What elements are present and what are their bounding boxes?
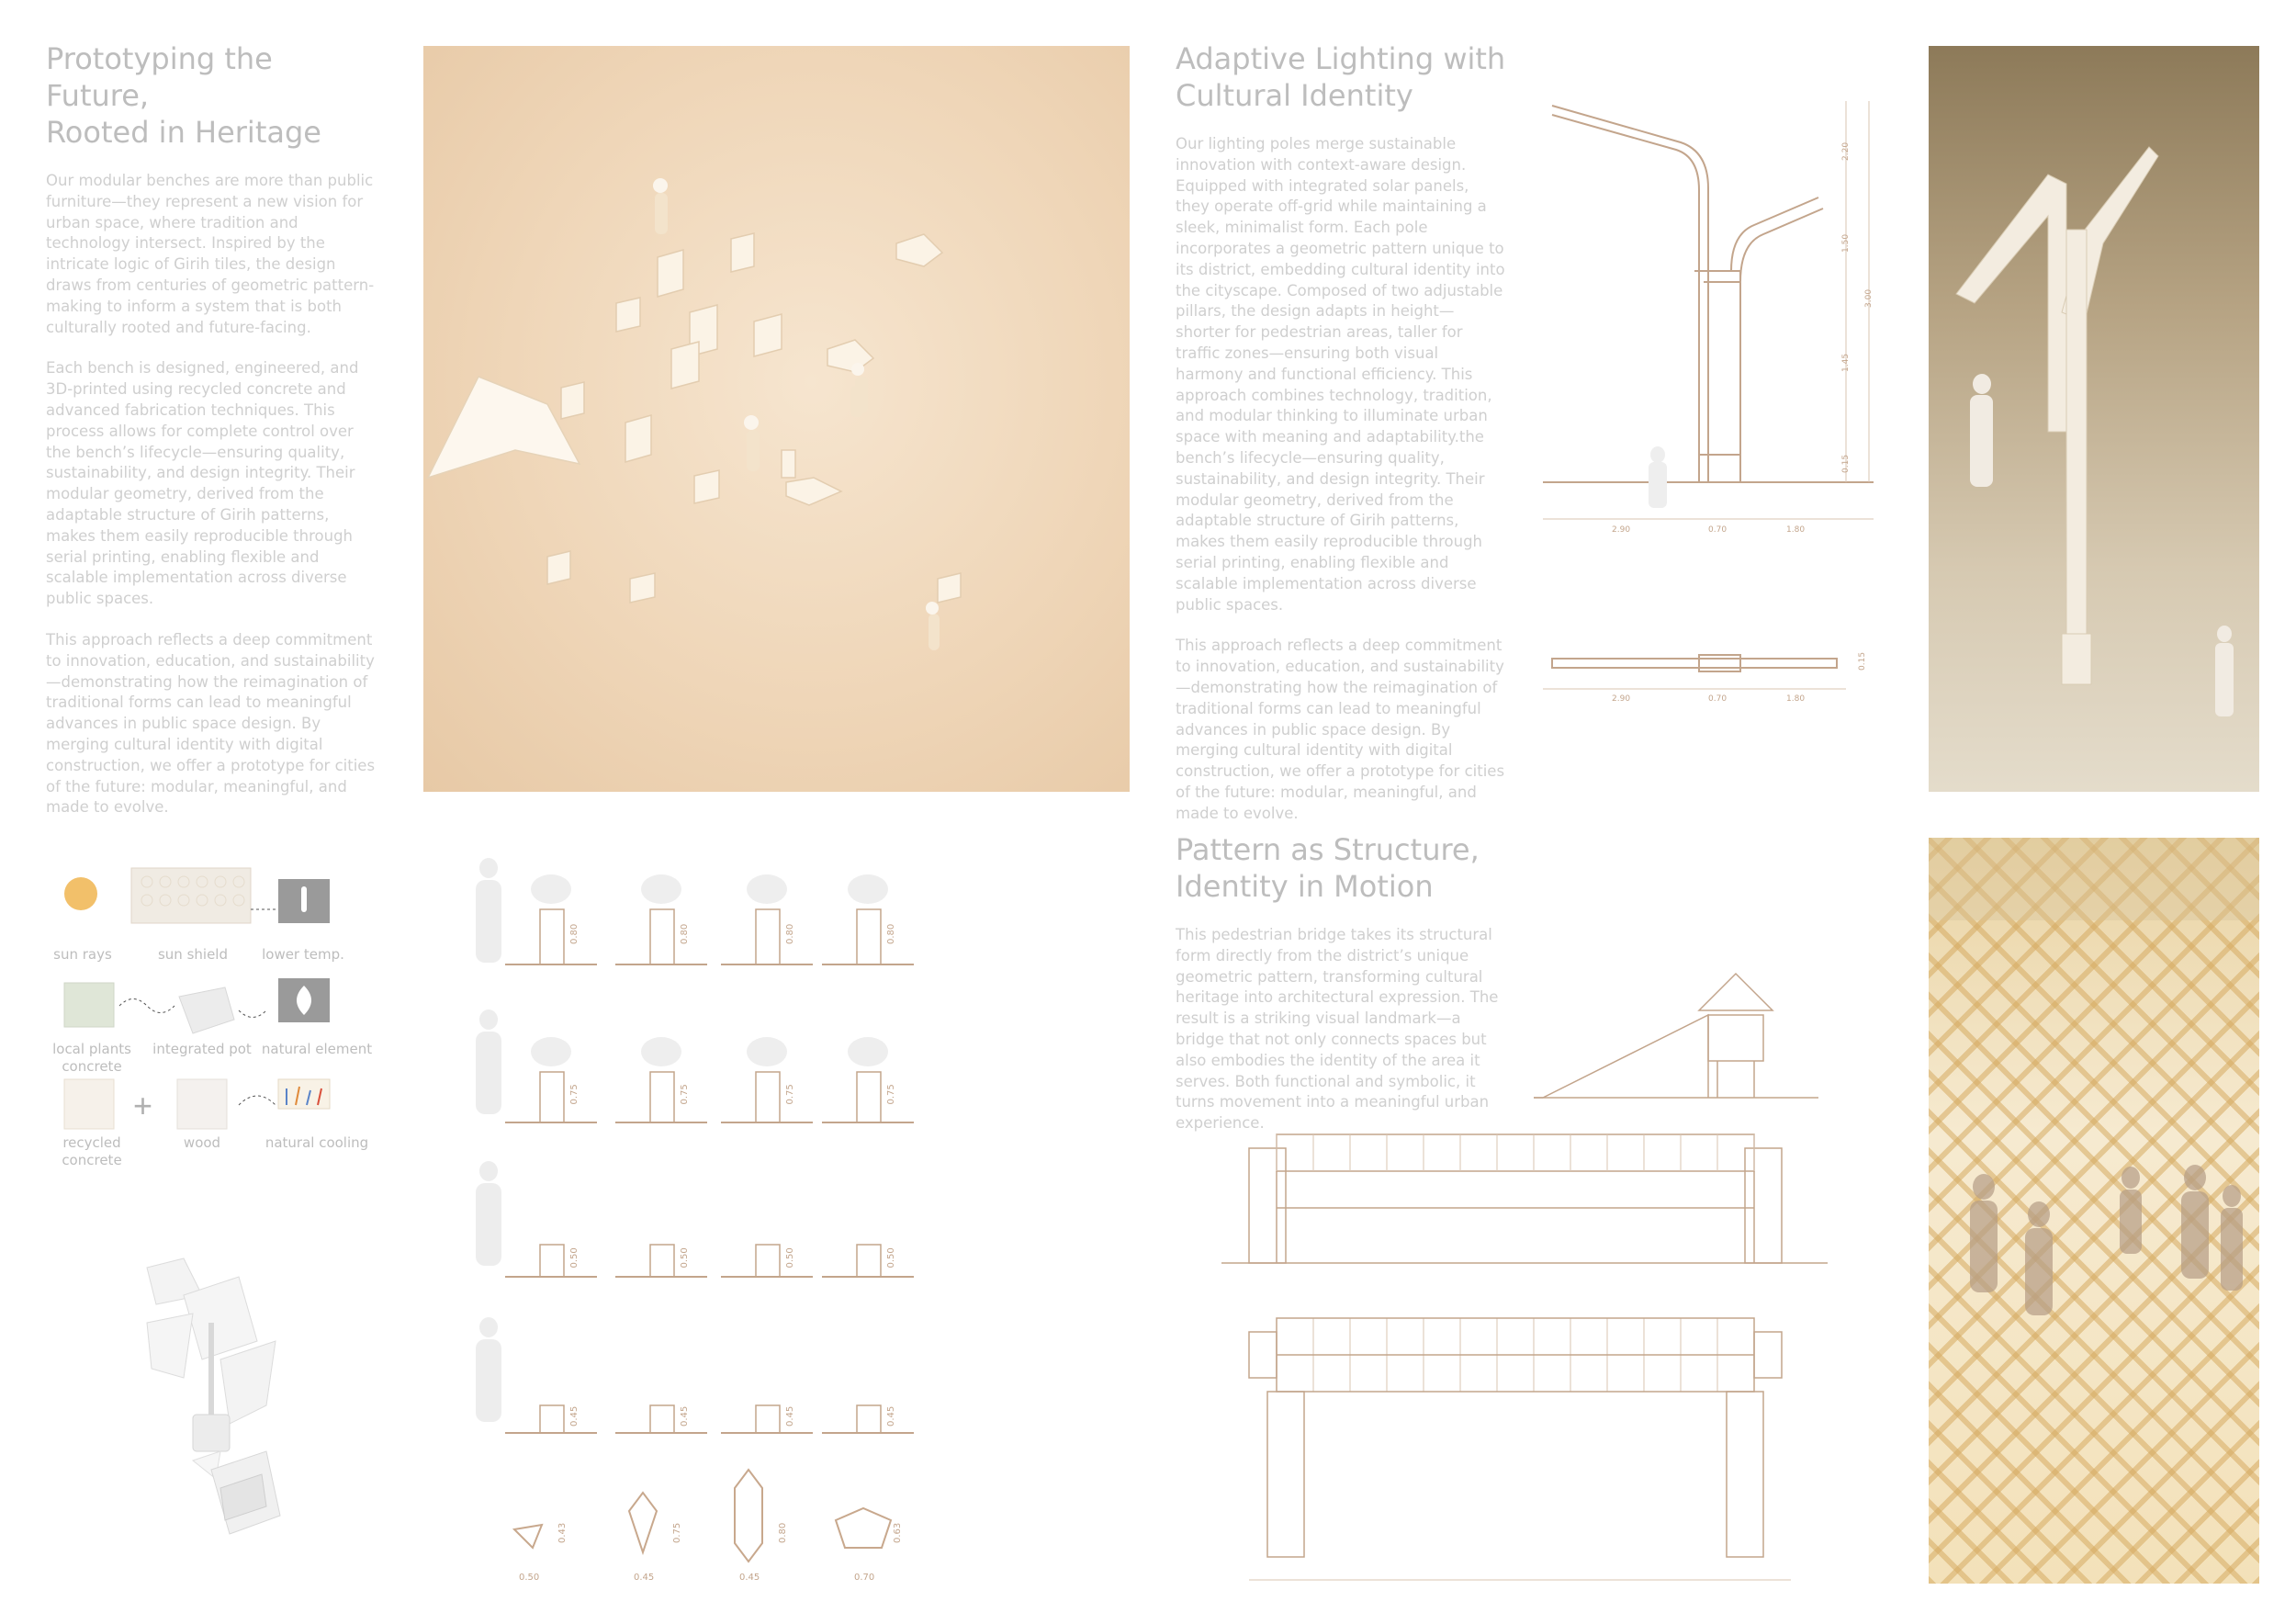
- bench-height-label: 0.45: [680, 1405, 690, 1427]
- bench-height-label: 0.75: [569, 1084, 580, 1105]
- bench-plan-shape: [735, 1470, 762, 1562]
- bridge-paragraph: This pedestrian bridge takes its structural form directly from the district’s unique geometric pattern, transforming cultural heritage into architectural expression. The result is a striking visual landmark—a bridge that not only connects spaces but also embodies the identity of the area it serves. Both functional and symbolic, it turns movement into a meaningful urban experience.: [1176, 926, 1499, 1133]
- bench-height-label: 0.80: [785, 923, 795, 944]
- pole-dim-height-1: 1.50: [1841, 233, 1851, 253]
- pole-dim-width-2: 1.80: [1786, 525, 1806, 535]
- bench-plan-shape: [514, 1525, 542, 1548]
- label-natural-cooling: natural cooling: [264, 1134, 369, 1151]
- pole-technical-drawing: [1543, 87, 1892, 704]
- bench-plan-width-label: 0.50: [519, 1573, 540, 1583]
- bench-height-label: 0.75: [785, 1084, 795, 1105]
- pole-render-photo: [1929, 46, 2259, 792]
- bench-height-label: 0.75: [886, 1084, 896, 1105]
- integrated-pot-icon: [179, 987, 234, 1033]
- human-silhouettes: [476, 858, 501, 1422]
- section-bridge-title: Pattern as Structure, Identity in Motion: [1176, 832, 1480, 904]
- pole-plan-dim-1: 0.70: [1708, 694, 1728, 704]
- bench-height-label: 0.50: [569, 1247, 580, 1269]
- pole-plan-dim-0: 2.90: [1612, 694, 1631, 704]
- bench-height-label: 0.80: [886, 923, 896, 944]
- bench-height-label: 0.45: [569, 1405, 580, 1427]
- plus-sign: +: [133, 1087, 153, 1124]
- bench-elevation-cell: [822, 874, 914, 964]
- wood-icon: [177, 1079, 227, 1129]
- lighting-paragraph-1: Our lighting poles merge sustainable innovation with context-aware design. Equipped with integrated solar panels, they operate off-grid while maintaining a sleek, minimalist form. Each pole incorporates a geometric pattern unique to its district, embedding cultural identity into the cityscape. Composed of two adjustable pillars, the design adapts in height—shorter for pedestrian areas, taller for traffic zones—ensuring both visual harmony and functional efficiency. This approach combines technology, tradition, and modular thinking to illuminate urban space with meaning and adaptability.the bench’s lifecycle—ensuring quality, sustainability, and design integrity. Their modular geometry, derived from the adaptable structure of Girih patterns, makes them easily reproducible through serial printing, enabling flexible and scalable implementation across diverse public spaces.: [1176, 135, 1505, 614]
- section-benches-text: [46, 40, 381, 818]
- bench-height-label: 0.50: [785, 1247, 795, 1269]
- label-sun-rays: sun rays: [53, 946, 112, 963]
- bench-height-label: 0.50: [886, 1247, 896, 1269]
- bench-elevation-cell: [615, 874, 707, 964]
- pole-plan-dim-2: 1.80: [1786, 694, 1806, 704]
- bench-height-label: 0.45: [886, 1405, 896, 1427]
- bench-height-label: 0.45: [785, 1405, 795, 1427]
- bench-exploded-axonometric: [129, 1240, 349, 1571]
- bench-elevation-cell: [615, 1245, 707, 1277]
- bridge-render-photo: [1929, 838, 2259, 1584]
- label-wood: wood: [183, 1134, 221, 1151]
- recycled-concrete-icon: [64, 1079, 114, 1129]
- bench-elevation-cell: [505, 1405, 597, 1433]
- pole-dim-height-2: 3.00: [1864, 288, 1874, 308]
- bench-plan-height-label: 0.80: [778, 1522, 788, 1543]
- bench-elevation-grid: [459, 845, 1102, 1598]
- bench-plan-shape: [836, 1508, 891, 1548]
- bench-plan-width-label: 0.45: [634, 1573, 655, 1583]
- label-sun-shield: sun shield: [157, 946, 228, 963]
- bench-elevation-cell: [822, 1037, 914, 1122]
- bench-height-label: 0.80: [680, 923, 690, 944]
- bench-elevation-cell: [721, 1037, 813, 1122]
- section-lighting-text: [1176, 40, 1506, 825]
- sun-icon: [64, 877, 97, 910]
- bench-features-diagram: [46, 859, 395, 1171]
- bench-elevation-cell: [822, 1245, 914, 1277]
- bench-elevation-cell: [615, 1037, 707, 1122]
- label-integrated-pot: integrated pot: [152, 1041, 252, 1057]
- bench-elevation-cell: [505, 1245, 597, 1277]
- features-diagram-svg: [46, 859, 395, 1171]
- bench-elevation-cell: [505, 874, 597, 964]
- pole-dim-height-3: 1.45: [1841, 353, 1851, 372]
- label-lower-temp: lower temp.: [262, 946, 344, 963]
- bench-elevation-cell: [505, 1037, 597, 1122]
- bench-elevation-cell: [721, 874, 813, 964]
- pole-plan-side-dim: 0.15: [1858, 651, 1867, 671]
- bench-elevation-cell: [721, 1405, 813, 1433]
- bench-elevation-cell: [721, 1245, 813, 1277]
- label-recycled-concrete: recycled concrete: [62, 1134, 122, 1168]
- benches-paragraph-2: Each bench is designed, engineered, and 3D-printed using recycled concrete and advanced fabrication techniques. This process allows for complete control over the bench’s lifecycle—ensuring quality, sustainability, and design integrity. Their modular geometry, derived from the adaptable structure of Girih patterns, makes them easily reproducible through serial printing, enabling flexible and scalable implementation across diverse public spaces.: [46, 359, 359, 608]
- bench-elevation-cell: [822, 1405, 914, 1433]
- bridge-side-elevation: [1221, 1134, 1828, 1263]
- bench-height-label: 0.80: [569, 923, 580, 944]
- pole-dim-width-0: 2.90: [1612, 525, 1631, 535]
- bridge-section-view: [1534, 974, 1818, 1098]
- bench-grid-svg: [459, 845, 1102, 1598]
- bench-model-illustration: [423, 46, 1130, 792]
- bench-model-photo: [423, 46, 1130, 792]
- pole-plan-view: [1543, 655, 1846, 689]
- benches-paragraph-1: Our modular benches are more than public furniture—they represent a new vision for urban space, where tradition and technology intersect. Inspired by the intricate logic of Girih tiles, the design draws from centuries of geometric pattern-making to inform a system that is both culturally rooted and future-facing.: [46, 172, 375, 336]
- bench-plan-height-label: 0.75: [672, 1522, 682, 1543]
- pole-dim-height-4: 0.15: [1841, 454, 1851, 473]
- plants-icon: [64, 983, 114, 1027]
- bench-plan-width-label: 0.45: [739, 1573, 760, 1583]
- bench-plan-shape: [629, 1493, 657, 1552]
- label-natural-element: natural element: [261, 1041, 373, 1057]
- bridge-technical-drawing: [1221, 960, 1846, 1594]
- bench-plan-width-label: 0.70: [854, 1573, 875, 1583]
- bridge-plan-view: [1249, 1318, 1791, 1580]
- bench-elevation-cell: [615, 1405, 707, 1433]
- bench-height-label: 0.50: [680, 1247, 690, 1269]
- bench-plan-height-label: 0.63: [893, 1522, 903, 1543]
- label-local-plants: local plants concrete: [52, 1041, 131, 1075]
- section-lighting-title: Adaptive Lighting with Cultural Identity: [1176, 41, 1506, 113]
- lighting-paragraph-2: This approach reflects a deep commitment to innovation, education, and sustainability—demonstrating how the reimagination of traditional forms can lead to meaningful advances in public space design. By merging cultural identity with digital construction, we offer a prototype for cities of the future: modular, meaningful, and made to evolve.: [1176, 637, 1505, 822]
- bench-height-label: 0.75: [680, 1084, 690, 1105]
- bench-plan-height-label: 0.43: [557, 1522, 568, 1543]
- pole-dim-width-1: 0.70: [1708, 525, 1728, 535]
- pole-dim-height-0: 2.20: [1841, 141, 1851, 161]
- benches-paragraph-3: This approach reflects a deep commitment to innovation, education, and sustainability—demonstrating how the reimagination of traditional forms can lead to meaningful advances in public space design. By merging cultural identity with digital construction, we offer a prototype for cities of the future: modular, meaningful, and made to evolve.: [46, 630, 376, 817]
- section-benches-title: Prototyping the Future, Rooted in Heritage: [46, 41, 321, 150]
